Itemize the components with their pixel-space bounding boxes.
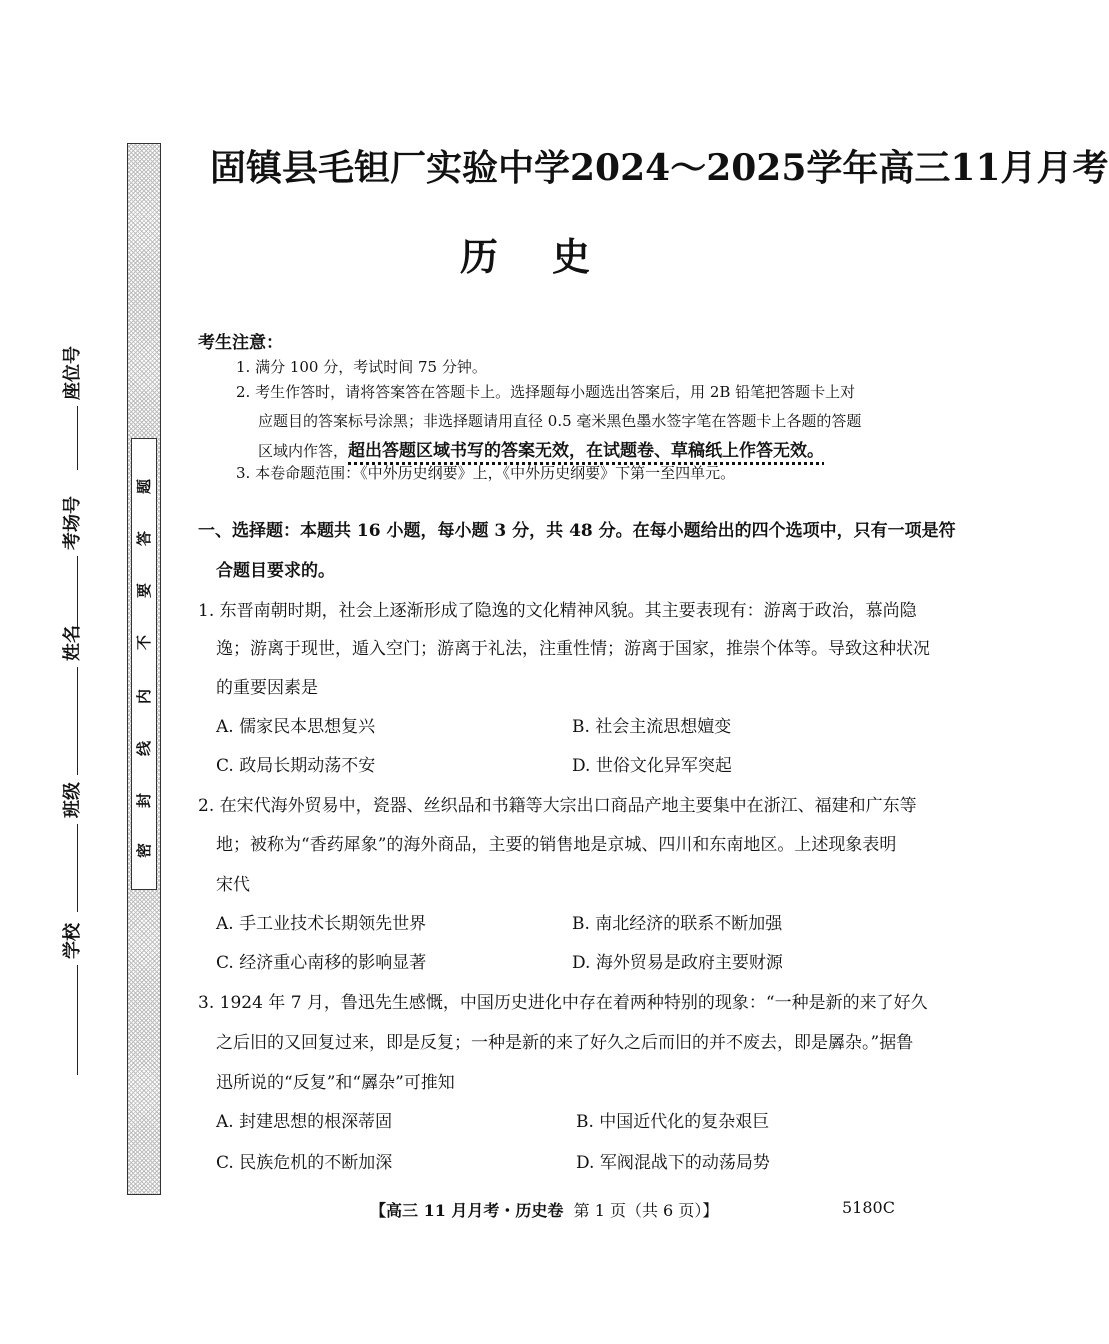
- question-1-option-b[interactable]: B. 社会主流思想嬗变: [572, 717, 732, 737]
- question-1-line-3: 的重要因素是: [216, 678, 318, 698]
- question-3-option-a[interactable]: A. 封建思想的根深蒂固: [216, 1112, 393, 1132]
- question-2-line-1: 2. 在宋代海外贸易中，瓷器、丝织品和书籍等大宗出口商品产地主要集中在浙江、福建和广东等: [198, 796, 917, 816]
- seal-char: 内: [135, 688, 154, 705]
- school-field[interactable]: [58, 905, 84, 1075]
- exam-room-label: 考场号: [62, 496, 83, 550]
- seal-char: 答: [135, 530, 154, 547]
- question-2-line-3: 宋代: [216, 875, 250, 895]
- notice-item-2-line-1: 2. 考生作答时，请将答案答在答题卡上。选择题每小题选出答案后，用 2B 铅笔把答题卡上对: [236, 383, 856, 401]
- field-line: [65, 667, 78, 775]
- question-3-line-1: 3. 1924 年 7 月，鲁迅先生感慨，中国历史进化中存在着两种特别的现象：“一种是新的来了好久: [198, 993, 928, 1013]
- footer-exam-label: 【高三 11 月月考・: [370, 1201, 516, 1220]
- notice-item-2-line-3: [258, 436, 824, 461]
- seal-line-box: [131, 438, 157, 890]
- notice-item-1: 1. 满分 100 分，考试时间 75 分钟。: [236, 358, 487, 376]
- question-2-line-2: 地；被称为“香药犀象”的海外商品，主要的销售地是京城、四川和东南地区。上述现象表明: [216, 835, 897, 855]
- question-3-option-c[interactable]: C. 民族危机的不断加深: [216, 1153, 393, 1173]
- notice-emphasis-text: 超出答题区域书写的答案无效，在试题卷、草稿纸上作答无效。: [348, 441, 825, 461]
- question-2-option-a[interactable]: A. 手工业技术长期领先世界: [216, 914, 427, 934]
- question-2-option-c[interactable]: C. 经济重心南移的影响显著: [216, 953, 427, 973]
- page-footer: [370, 1198, 718, 1221]
- exam-room-field[interactable]: [58, 480, 84, 630]
- field-line: [65, 556, 78, 630]
- field-line: [65, 965, 78, 1075]
- seal-char: 题: [135, 478, 154, 495]
- field-line: [65, 824, 78, 912]
- name-label: 姓名: [62, 625, 83, 661]
- question-3-line-3: 迅所说的“反复”和“羼杂”可推知: [216, 1073, 455, 1093]
- question-1-option-c[interactable]: C. 政局长期动荡不安: [216, 756, 376, 776]
- question-1-option-d[interactable]: D. 世俗文化异军突起: [572, 756, 732, 776]
- footer-subject-label: 历史卷: [515, 1201, 564, 1220]
- seal-char: 封: [135, 792, 154, 809]
- seat-number-label: 座位号: [62, 346, 83, 400]
- class-field[interactable]: [58, 782, 84, 912]
- notice-item-2-line-2: 应题目的答案标号涂黑；非选择题请用直径 0.5 毫米黑色墨水签字笔在答题卡上各题的答题: [258, 412, 862, 430]
- question-3-option-b[interactable]: B. 中国近代化的复杂艰巨: [576, 1112, 770, 1132]
- notice-item-3: 3. 本卷命题范围：《中外历史纲要》上，《中外历史纲要》下第一至四单元。: [236, 464, 736, 482]
- question-2-option-b[interactable]: B. 南北经济的联系不断加强: [572, 914, 783, 934]
- field-line: [65, 406, 78, 470]
- class-label: 班级: [62, 782, 83, 818]
- exam-title: 固镇县毛钽厂实验中学2024～2025学年高三11月月考: [210, 147, 1109, 189]
- section-heading: 一、选择题：本题共 16 小题，每小题 3 分，共 48 分。在每小题给出的四个选项中，只有一项是符: [198, 521, 956, 541]
- notice-heading: 考生注意：: [198, 333, 283, 353]
- seal-char: 线: [135, 740, 154, 757]
- seal-char: 要: [135, 582, 154, 599]
- seat-number-field[interactable]: [58, 290, 84, 470]
- paper-code: 5180C: [842, 1198, 895, 1217]
- question-2-option-d[interactable]: D. 海外贸易是政府主要财源: [572, 953, 783, 973]
- subject-title: 历史: [460, 234, 645, 279]
- seal-char: 不: [135, 634, 154, 651]
- section-heading-cont: 合题目要求的。: [216, 561, 335, 581]
- question-3-line-2: 之后旧的又回复过来，即是反复；一种是新的来了好久之后而旧的并不废去，即是羼杂。”据鲁: [216, 1033, 914, 1053]
- name-field[interactable]: [58, 625, 84, 775]
- question-1-option-a[interactable]: A. 儒家民本思想复兴: [216, 717, 376, 737]
- footer-page-number: 第 1 页（共 6 页）】: [573, 1201, 719, 1220]
- school-label: 学校: [62, 923, 83, 959]
- question-1-line-2: 逸；游离于现世，遁入空门；游离于礼法，注重性情；游离于国家，推崇个体等。导致这种状况: [216, 639, 930, 659]
- seal-char: 密: [135, 842, 154, 859]
- notice-normal-text: 区域内作答，: [258, 442, 349, 460]
- question-3-option-d[interactable]: D. 军阀混战下的动荡局势: [576, 1153, 770, 1173]
- question-1-line-1: 1. 东晋南朝时期，社会上逐渐形成了隐逸的文化精神风貌。其主要表现有：游离于政治，慕尚隐: [198, 601, 917, 621]
